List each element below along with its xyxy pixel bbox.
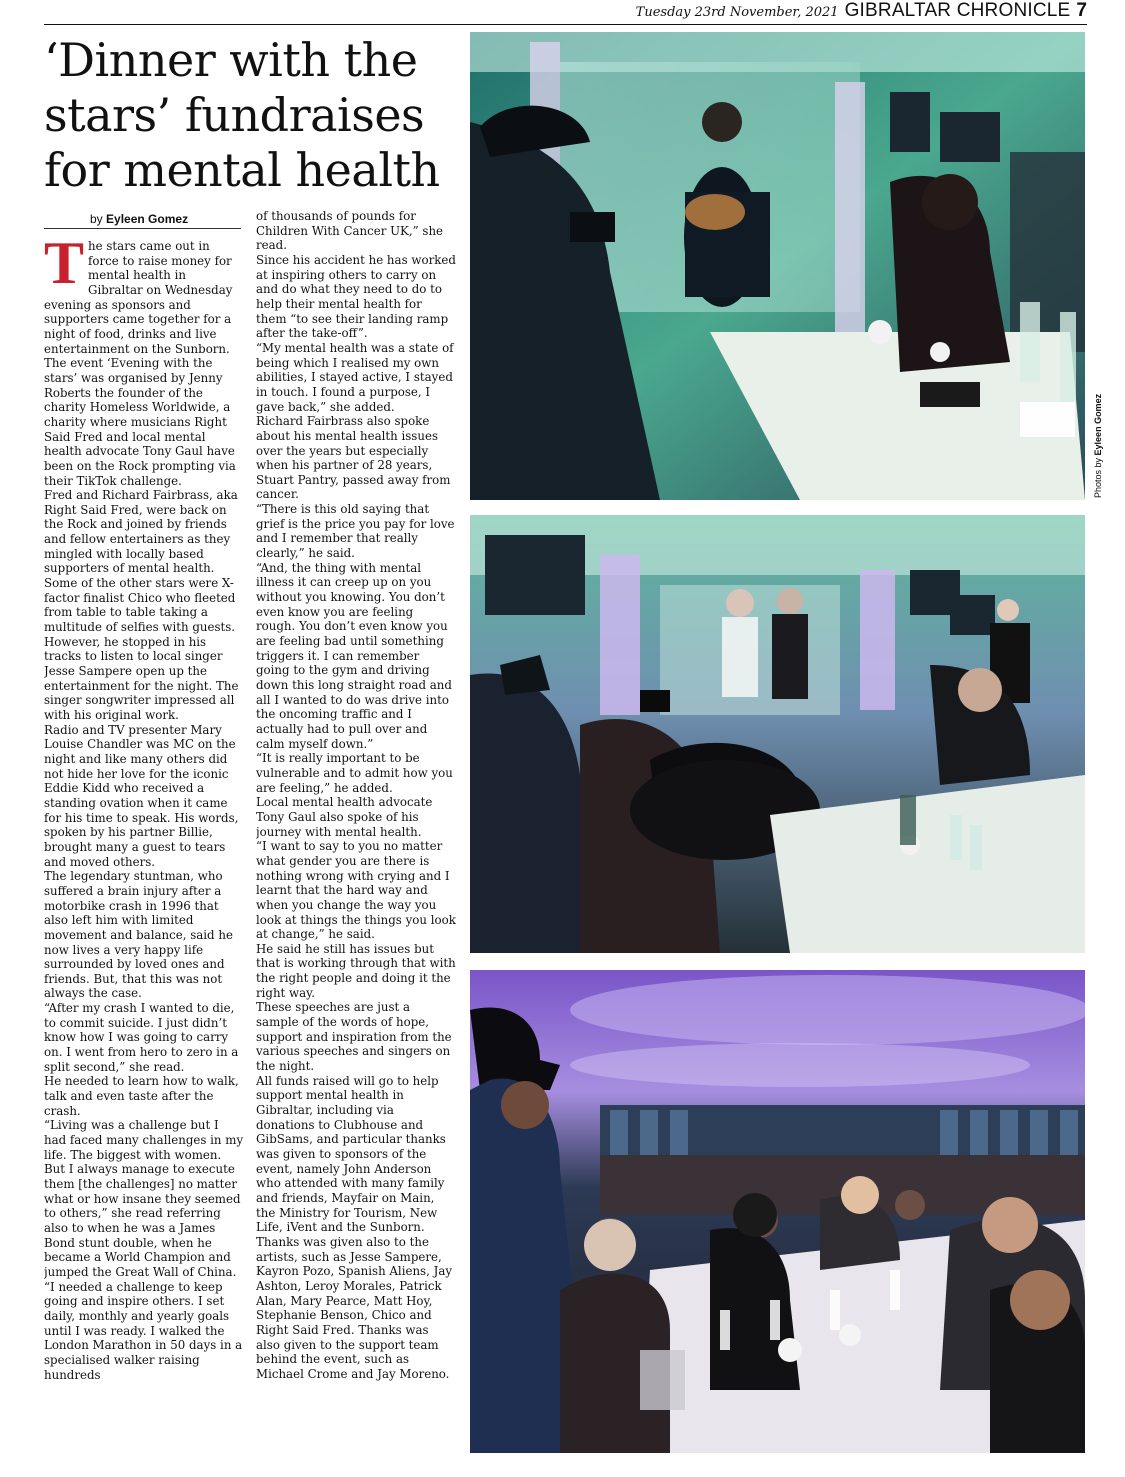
article-column-2 (256, 209, 456, 1471)
page-header (44, 0, 1087, 25)
paragraph: “My mental health was a state of being which I realised my own abilities, I stayed active, I stayed in touch. I found a purpose, I gave back,” she added. (256, 340, 454, 414)
photo-credit (1093, 394, 1103, 498)
author-name: Eyleen Gomez (106, 212, 189, 226)
paragraph: “I needed a challenge to keep going and inspire others. I set daily, monthly and yearly goals until I was ready. I walked the London Marathon in 50 days in a specialised walker raising hundreds (44, 1279, 243, 1382)
paragraph: “Living was a challenge but I had faced many challenges in my life. The biggest with women. But I always manage to execute them [the challenges] no matter what or how insane they seemed to others,” she read referring also to when he was a James Bond stunt double, when he became a World Champion and jumped the Great Wall of China. (44, 1118, 244, 1279)
paragraph: All funds raised will go to help support mental health in Gibraltar, including via donations to Clubhouse and GibSams, and particular thanks was given to sponsors of the event, namely John Anderson who attended with many family and friends, Mayfair on Main, the Ministry for Tourism, New Life, iVent and the Sunborn. Thanks was given also to the artists, such as Jesse Sampere, Kayron Pozo, Spanish Aliens, Jay Ashton, Leroy Morales, Patrick Alan, Mary Pearce, Matt Hoy, Stephanie Benson, Chico and Right Said Fred. Thanks was also given to the support team behind the event, such as Michael Crome and Jay Moreno. (256, 1073, 453, 1381)
paragraph: Local mental health advocate Tony Gaul also spoke of his journey with mental health. (256, 795, 433, 839)
article-column-1 (44, 239, 244, 1471)
paragraph: He said he still has issues but that is working through that with the right people and doing it the right way. (256, 941, 456, 1000)
publication-name: GIBRALTAR CHRONICLE (844, 0, 1071, 21)
photo-credit-prefix: Photos by (1093, 457, 1103, 498)
paragraph: Richard Fairbrass also spoke about his mental health issues over the years but especially when his partner of 28 years, Stuart Pantry, passed away from cancer. (256, 414, 451, 502)
byline-prefix: by (90, 212, 103, 226)
headline: ‘Dinner with the stars’ fundraises for mental health (44, 33, 440, 197)
page-number: 7 (1076, 0, 1087, 21)
issue-date: Tuesday 23rd November, 2021 (635, 5, 839, 20)
photo-dining-hall (470, 970, 1085, 1453)
paragraph: of thousands of pounds for Children With Cancer UK,” she read. (256, 209, 444, 253)
photo-credit-name: Eyleen Gomez (1093, 393, 1103, 456)
paragraph: “There is this old saying that grief is the price you pay for love and I remember that really clearly,” he said. (256, 502, 455, 561)
paragraph: “And, the thing with mental illness it can creep up on you without you knowing. You don’t even know you are feeling rough. You don’t even know you are feeling bad until something triggers it. I can remember going to the gym and driving down this long straight road and all I wanted to do was drive into the oncoming traffic and I actually had to pull over and calm myself down.” (256, 560, 452, 751)
paragraph: “After my crash I wanted to die, to commit suicide. I just didn’t know how I was going to carry on. I went from hero to zero in a split second,” she read. (44, 1001, 239, 1074)
photo-dining-illustration (470, 970, 1085, 1453)
paragraph: Fred and Richard Fairbrass, aka Right Said Fred, were back on the Rock and joined by friends and fellow entertainers as they mingled with locally based supporters of mental health. Some of the other stars were X-factor finalist Chico who fleeted from table to table taking a multitude of selfies with guests. However, he stopped in his tracks to listen to local singer Jesse Sampere open up the entertainment for the night. The singer songwriter impressed all with his original work. (44, 488, 239, 722)
paragraph: “It is really important to be vulnerable and to admit how you are feeling,” he added. (256, 751, 453, 795)
paragraph: The legendary stuntman, who suffered a brain injury after a motorbike crash in 1996 that also left him with limited movement and balance, said he now lives a very happy life surrounded by loved ones and friends. But, that this was not always the case. (44, 869, 233, 1001)
drop-cap: T (44, 239, 85, 296)
header-right (636, 0, 1087, 22)
byline-rule (44, 228, 241, 229)
paragraph: “I want to say to you no matter what gender you are there is nothing wrong with crying and I learnt that the hard way and when you change the way you look at things the things you look at change,” he said. (256, 839, 456, 942)
paragraph: These speeches are just a sample of the words of hope, support and inspiration from the various speeches and singers on the night. (256, 1000, 452, 1074)
photo-singer-on-stage (470, 32, 1085, 500)
paragraph: The event ‘Evening with the stars’ was organised by Jenny Roberts the founder of the charity Homeless Worldwide, a charity where musicians Right Said Fred and local mental health advocate Tony Gaul have been on the Rock prompting via their TikTok challenge. (44, 356, 236, 488)
paragraph: He needed to learn how to walk, talk and even taste after the crash. (44, 1074, 239, 1118)
photo-right-said-fred-performing (470, 515, 1085, 953)
paragraph: Radio and TV presenter Mary Louise Chandler was MC on the night and like many others did not hide her love for the iconic Eddie Kidd who received a standing ovation when it came for his time to speak. His words, spoken by his partner Billie, brought many a guest to tears and moved others. (44, 722, 239, 869)
photo-singer-illustration (470, 32, 1085, 500)
photo-performers-illustration (470, 515, 1085, 953)
paragraph (44, 239, 244, 356)
byline (90, 212, 188, 226)
paragraph-text: he stars came out in force to raise money for mental health in Gibraltar on Wednesday evening as sponsors and supporters came together for a night of food, drinks and live entertainment on the Sunborn. (44, 239, 233, 356)
paragraph: Since his accident he has worked at inspiring others to carry on and do what they need to do to help their mental health for them “to see their landing ramp after the take-off”. (256, 252, 456, 341)
